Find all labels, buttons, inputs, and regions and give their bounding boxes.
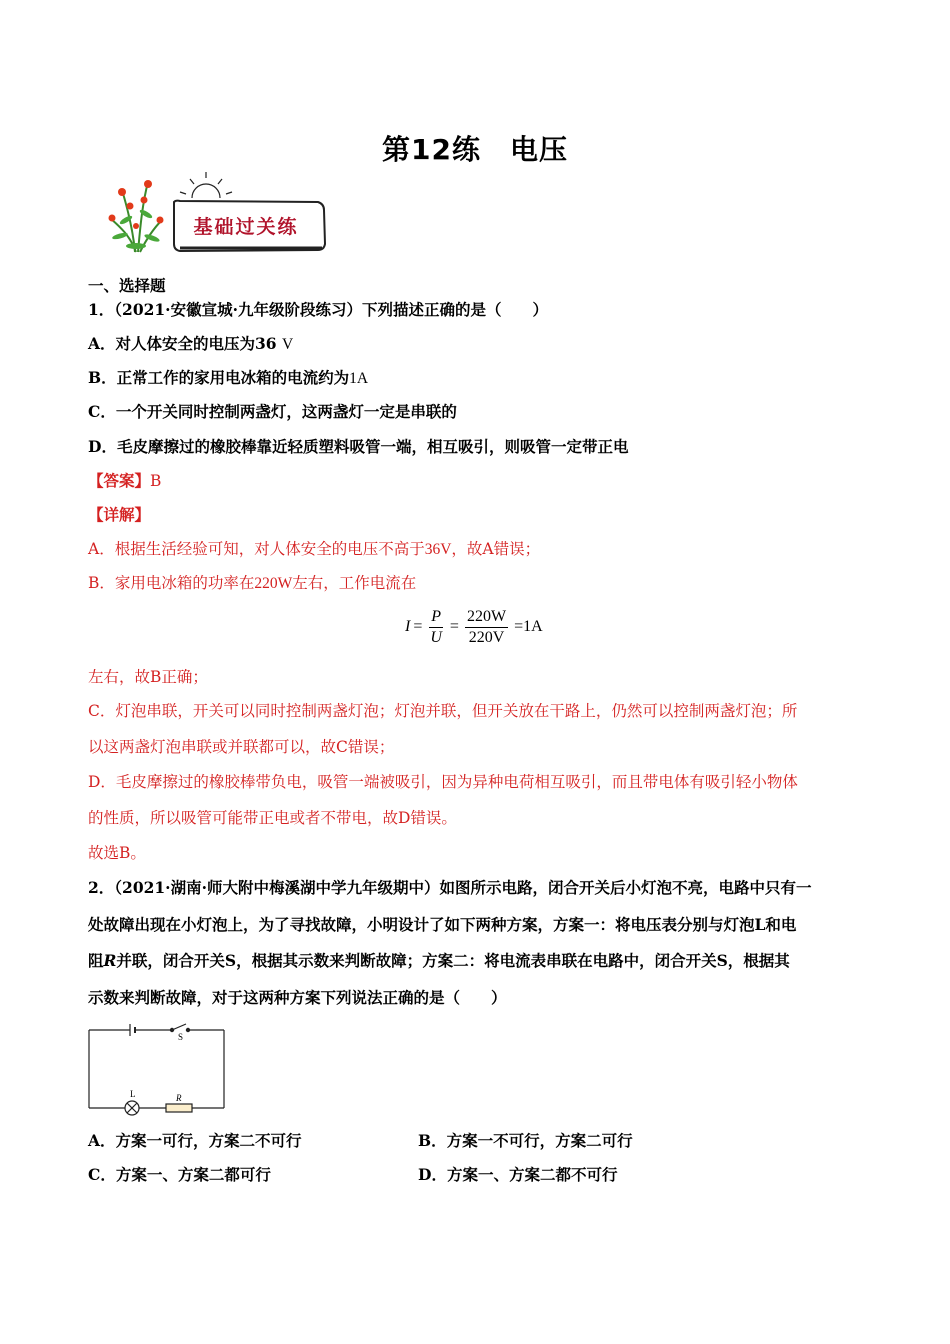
explanation-b-cont: 左右，故B正确； [88, 668, 208, 686]
explanation-b [88, 572, 416, 595]
q1-answer [88, 470, 161, 492]
q2-option-b: B．方案一不可行，方案二可行 [418, 1131, 633, 1150]
formula-denominator: 220V [468, 628, 505, 646]
explanation-conclusion: 故选B。 [88, 844, 146, 862]
formula-fraction-pu [428, 607, 444, 648]
q1-option-b [88, 367, 368, 390]
q2-option-d: D．方案一、方案二都不可行 [418, 1165, 618, 1184]
q1-option-c: C．一个开关同时控制两盏灯，这两盏灯一定是串联的 [88, 402, 457, 421]
explanation-d-2: 的性质，所以吸管可能带正电或者不带电，故D错误。 [88, 809, 457, 827]
resistor-label: R [176, 1093, 182, 1103]
formula-numerator: 220W [465, 607, 508, 628]
explanation-b-tail: 左右，工作电流在 [292, 574, 417, 592]
q2-line-3-b: 并联，闭合开关S，根据其示数来判断故障；方案二：将电流表串联在电路中，闭合开关S，根据其 [116, 951, 790, 970]
explanation-a-value: 36V [424, 541, 452, 558]
q1-option-d: D．毛皮摩擦过的橡胶棒靠近轻质塑料吸管一端，相互吸引，则吸管一定带正电 [88, 437, 629, 456]
answer-value: B [150, 472, 162, 490]
badge-label: 基础过关练 [193, 216, 299, 238]
q2-option-a: A．方案一可行，方案二不可行 [88, 1131, 302, 1150]
current-formula [405, 604, 543, 650]
section-heading: 一、选择题 [88, 276, 166, 295]
explanation-a [88, 538, 540, 561]
explanation-a-tail: ，故A错误； [451, 540, 541, 558]
q2-line-3 [88, 950, 790, 972]
q1-option-a-unit: V [282, 336, 294, 353]
q2-line-1: 2．（2021·湖南·师大附中梅溪湖中学九年级期中）如图所示电路，闭合开关后小灯泡不亮，电路中只有一 [88, 878, 812, 897]
circuit-diagram [86, 1020, 228, 1116]
section-badge [100, 170, 330, 255]
q1-question: 下列描述正确的是（ ） [361, 300, 548, 319]
page-title: 第12练 电压 [382, 133, 568, 166]
q1-option-a-text: A．对人体安全的电压为36 [88, 334, 277, 353]
answer-tag: 【答案】 [88, 471, 151, 490]
explanation-a-text: A．根据生活经验可知，对人体安全的电压不高于 [88, 540, 425, 558]
switch-label: S [178, 1032, 184, 1042]
formula-p: P [429, 607, 443, 628]
explanation-c-2: 以这两盏灯泡串联或并联都可以，故C错误； [88, 738, 395, 756]
q1-option-a [88, 333, 293, 356]
explanation-b-value: 220W [254, 575, 293, 592]
formula-eq1: = [413, 618, 423, 635]
formula-i: I [405, 618, 411, 635]
q1-source: （2021·安徽宣城·九年级阶段练习） [114, 300, 362, 319]
q1-number: 1． [88, 300, 115, 319]
q2-line-3-r: R [103, 951, 117, 970]
explanation-b-text: B．家用电冰箱的功率在 [88, 574, 255, 592]
q1-stem [88, 299, 548, 321]
q2-option-c: C．方案一、方案二都可行 [88, 1165, 271, 1184]
detail-tag: 【详解】 [88, 505, 151, 524]
q1-option-b-unit: 1A [349, 370, 369, 387]
formula-eq2: = [449, 618, 459, 635]
formula-u: U [430, 628, 442, 646]
explanation-c-1: C．灯泡串联，开关可以同时控制两盏灯泡；灯泡并联，但开关放在干路上，仍然可以控制两盏灯泡；所 [88, 702, 798, 720]
lamp-label: L [130, 1089, 136, 1099]
q2-line-4: 示数来判断故障，对于这两种方案下列说法正确的是（ ） [88, 988, 507, 1007]
q2-line-2: 处故障出现在小灯泡上，为了寻找故障，小明设计了如下两种方案，方案一：将电压表分别与灯泡L和电 [88, 915, 797, 934]
formula-result: =1A [514, 618, 543, 635]
formula-fraction-values [465, 607, 508, 648]
explanation-d-1: D．毛皮摩擦过的橡胶棒带负电，吸管一端被吸引，因为异种电荷相互吸引，而且带电体有吸引轻小物体 [88, 773, 798, 791]
q2-line-3-a: 阻 [88, 951, 104, 970]
q1-option-b-text: B．正常工作的家用电冰箱的电流约为 [88, 368, 350, 387]
